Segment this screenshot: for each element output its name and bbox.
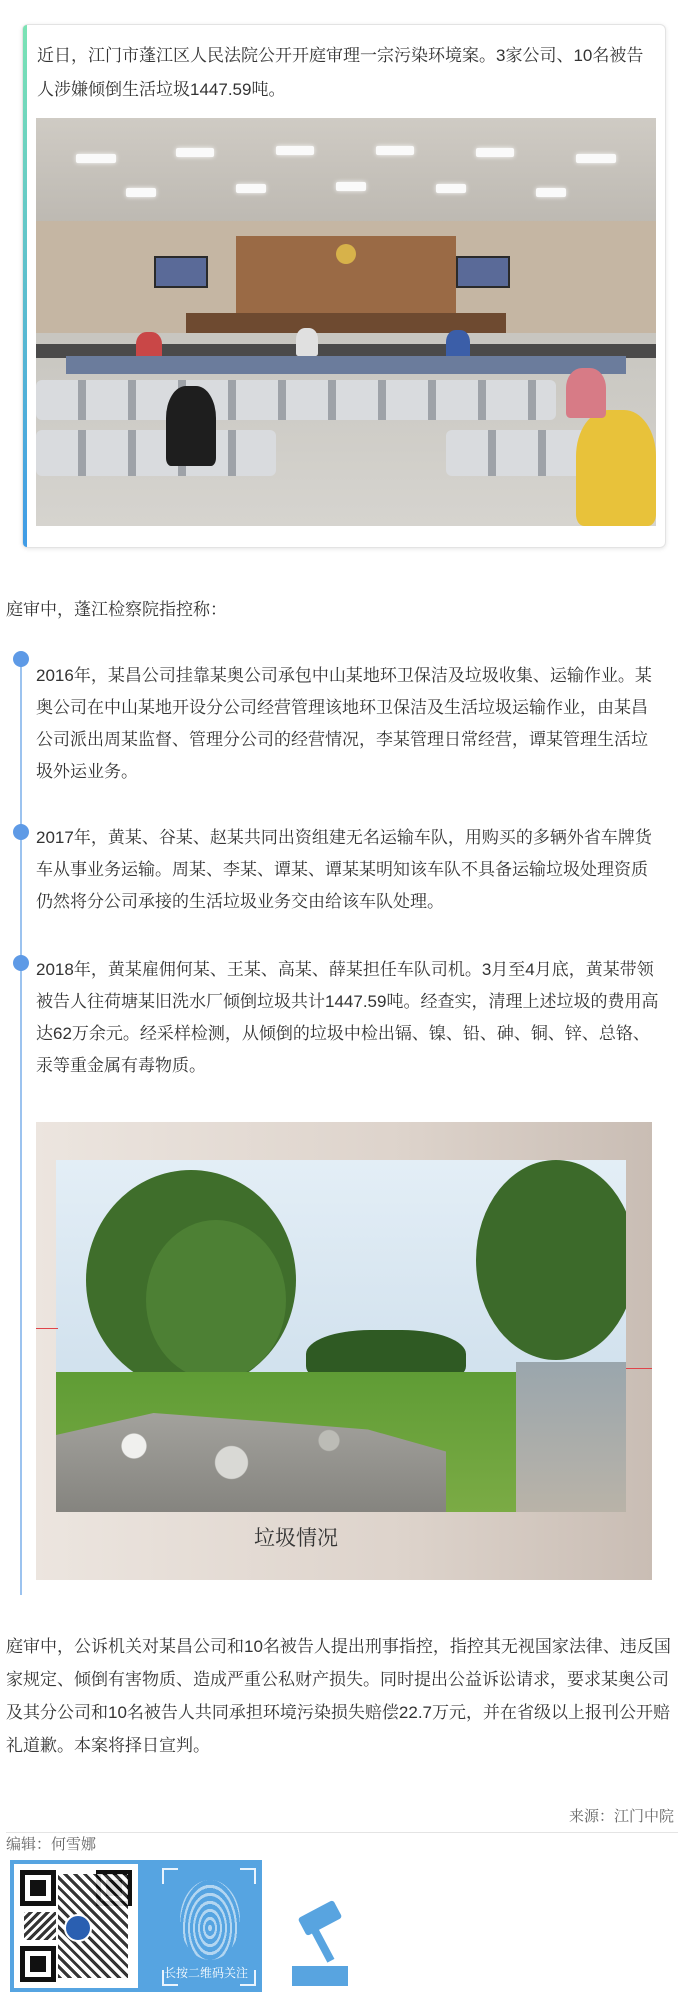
timeline-item: 2018年，黄某雇佣何某、王某、高某、薛某担任车队司机。3月至4月底，黄某带领被告人往荷塘某旧洗水厂倾倒垃圾共计1447.59吨。经查实，清理上述垃圾的费用高达62万余元。经采样检测，从倾倒的垃圾中检出镉、镍、铅、砷、铜、锌、总铬、汞等重金属有毒物质。 bbox=[36, 960, 659, 1075]
gavel-handle bbox=[310, 1925, 335, 1962]
garbage-photo bbox=[36, 1122, 652, 1580]
card-accent-bar bbox=[23, 25, 27, 547]
conclusion-paragraph: 庭审中，公诉机关对某昌公司和10名被告人提出刑事指控，指控其无视国家法律、违反国家规定、倾倒有害物质、造成严重公私财产损失。同时提出公益诉讼请求，要求某奥公司及其分公司和10名被告人共同承担环境污染损失赔偿22.7万元，并在省级以上报刊公开赔礼道歉。本案将择日宣判。 bbox=[6, 1637, 671, 1755]
prosecution-intro: 庭审中，蓬江检察院指控称： bbox=[6, 600, 227, 619]
photo-caption: 垃圾情况 bbox=[254, 1527, 338, 1550]
timeline-item: 2016年，某昌公司挂靠某奥公司承包中山某地环卫保洁及垃圾收集、运输作业。某奥公司在中山某地开设分公司经营管理该地环卫保洁及生活垃圾运输作业，由某昌公司派出周某监督、管理分公司的经营情况，李某管理日常经营，谭某管理生活垃圾外运业务。 bbox=[36, 666, 652, 781]
source-text: 来源：江门中院 bbox=[568, 1808, 674, 1825]
qr-follow-banner[interactable] bbox=[10, 1860, 262, 1992]
timeline-line bbox=[20, 655, 22, 1595]
timeline-dot-icon bbox=[13, 824, 29, 840]
intro-text: 近日，江门市蓬江区人民法院公开开庭审理一宗污染环境案。3家公司、10名被告人涉嫌倾倒生活垃圾1447.59吨。 bbox=[37, 46, 644, 99]
timeline-item: 2017年，黄某、谷某、赵某共同出资组建无名运输车队，用购买的多辆外省车牌货车从事业务运输。周某、李某、谭某、谭某某明知该车队不具备运输垃圾处理资质仍然将分公司承接的生活垃圾业务交由给该车队处理。 bbox=[36, 828, 652, 911]
timeline-dot-icon bbox=[13, 651, 29, 667]
fingerprint-icon bbox=[180, 1880, 240, 1960]
qr-logo-icon bbox=[64, 1914, 92, 1942]
courtroom-photo bbox=[36, 118, 656, 526]
footer-divider bbox=[6, 1832, 678, 1833]
qr-code[interactable] bbox=[14, 1864, 138, 1988]
timeline-dot-icon bbox=[13, 955, 29, 971]
qr-label: 长按二维码关注 bbox=[163, 1966, 248, 1980]
editor-text: 编辑：何雪娜 bbox=[6, 1836, 97, 1853]
gavel-base bbox=[292, 1966, 348, 1986]
